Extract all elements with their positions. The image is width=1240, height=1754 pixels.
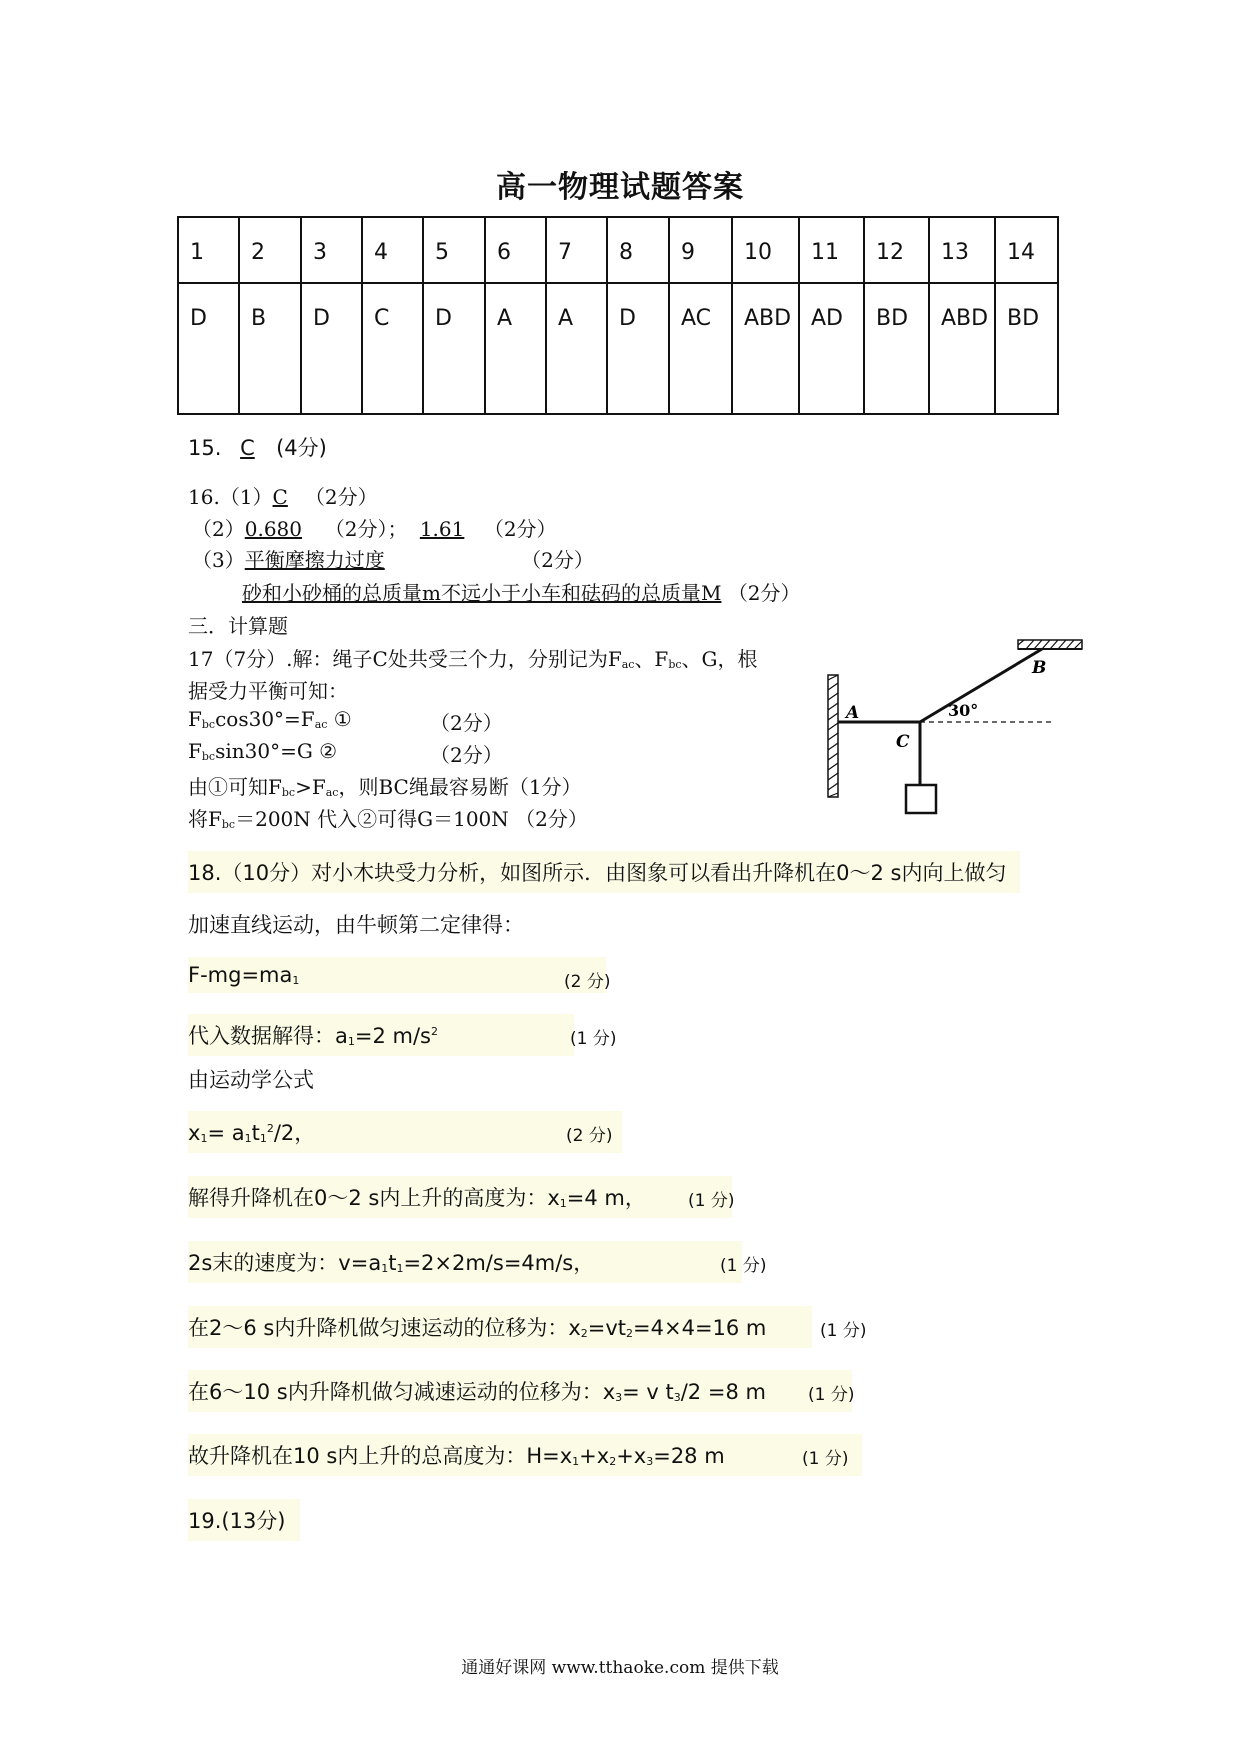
- q16-part2: [192, 513, 557, 542]
- q16-part1-answer: C: [272, 485, 288, 509]
- subscript: 1: [396, 1262, 404, 1275]
- q18-text: =vt: [587, 1316, 627, 1340]
- q17-equation-2: [188, 739, 337, 763]
- answer-cell: AD: [799, 283, 864, 414]
- q18-text: = a: [207, 1121, 245, 1145]
- q17-text: ①: [327, 707, 352, 731]
- answer-table: [177, 216, 1059, 415]
- q16-part2-label: （2）: [192, 517, 245, 541]
- subscript: 3: [646, 1455, 654, 1468]
- q17-text: F: [188, 739, 202, 763]
- q18-text: 2s末的速度为：v=a: [188, 1251, 382, 1275]
- label-a: A: [846, 703, 860, 723]
- question-number-cell: 2: [239, 217, 301, 283]
- q16-part1: [188, 481, 378, 510]
- score: (1 分): [802, 1449, 849, 1469]
- hanging-weight: [906, 785, 936, 813]
- q18-text: =4 m，: [566, 1186, 646, 1210]
- label-c: C: [896, 732, 910, 752]
- q16-part2-answer2: 1.61: [419, 517, 465, 541]
- q16-part3-line2: [242, 577, 801, 606]
- subscript: 1: [559, 1197, 567, 1210]
- q18-text: 代入数据解得：a: [188, 1024, 348, 1048]
- q17-line6: [188, 803, 588, 832]
- q17-text: 由①可知F: [188, 775, 282, 799]
- question-number-cell: 7: [546, 217, 607, 283]
- answer-cell: BD: [995, 283, 1058, 414]
- q18-equation-8: [188, 1434, 862, 1476]
- q18-equation-4: [188, 1176, 735, 1218]
- subscript: ac: [325, 786, 339, 799]
- q18-text: F-mg=ma: [188, 963, 293, 987]
- q17-equation-2-score: （2分）: [430, 743, 503, 767]
- q15-line: [188, 432, 327, 462]
- label-b: B: [1032, 658, 1047, 678]
- q18-text: x: [188, 1121, 201, 1145]
- subscript: 1: [572, 1455, 580, 1468]
- subscript: 1: [292, 974, 300, 987]
- answer-cell: BD: [864, 283, 929, 414]
- q18-line2: 加速直线运动，由牛顿第二定律得：: [188, 913, 524, 937]
- subscript: 1: [200, 1132, 208, 1145]
- score: (1 分): [820, 1321, 867, 1341]
- score: (1 分): [720, 1256, 767, 1276]
- q17-text: 将F: [188, 807, 222, 831]
- q17-line1: [188, 643, 758, 672]
- left-wall: [828, 675, 838, 797]
- question-number-cell: 9: [669, 217, 732, 283]
- subscript: 2: [580, 1327, 588, 1340]
- q18-text: +x: [579, 1444, 610, 1468]
- q17-text: 、G，根: [681, 647, 758, 671]
- question-number-cell: 1: [178, 217, 239, 283]
- answer-cell: ABD: [929, 283, 995, 414]
- question-number-cell: 4: [362, 217, 423, 283]
- superscript: 2: [430, 1025, 438, 1038]
- subscript: 1: [381, 1262, 389, 1275]
- answer-table-answer-row: [178, 283, 1058, 414]
- answer-cell: D: [607, 283, 669, 414]
- q18-text: /2，: [273, 1121, 316, 1145]
- question-number-cell: 3: [301, 217, 362, 283]
- q16-part2-answer1: 0.680: [244, 517, 302, 541]
- subscript: 3: [615, 1391, 623, 1404]
- q15-number: 15.: [188, 436, 222, 460]
- score: (2 分): [566, 1126, 613, 1146]
- score: (1 分): [688, 1191, 735, 1211]
- subscript: 1: [259, 1132, 267, 1145]
- q18-line1: 18.（10分）对小木块受力分析，如图所示．由图象可以看出升降机在0～2 s内向上做匀: [188, 851, 1020, 893]
- q18-text: /2 =8 m: [680, 1380, 766, 1404]
- q18-equation-7: [188, 1370, 855, 1412]
- q17-text: F: [188, 707, 202, 731]
- q18-equation-1: [188, 957, 611, 993]
- q16-part3-label: （3）: [192, 548, 245, 572]
- q18-equation-5: [188, 1241, 767, 1283]
- q16-part2-score2: （2分）: [483, 517, 557, 541]
- subscript: 2: [626, 1327, 634, 1340]
- ceiling: [1018, 640, 1082, 649]
- force-diagram: [820, 625, 1090, 825]
- q16-part1-label: （1）: [219, 485, 273, 509]
- subscript: 3: [673, 1391, 681, 1404]
- section-heading: 三．计算题: [188, 614, 288, 638]
- q18-text: 故升降机在10 s内上升的总高度为：H=x: [188, 1444, 573, 1468]
- subscript: ac: [621, 658, 635, 671]
- page-title: 高一物理试题答案: [496, 170, 744, 205]
- page-footer: 通通好课网 www.tthaoke.com 提供下载: [461, 1658, 779, 1678]
- q18-text: 在6～10 s内升降机做匀减速运动的位移为：x: [188, 1380, 616, 1404]
- subscript: bc: [281, 786, 296, 799]
- answer-cell: C: [362, 283, 423, 414]
- superscript: 2: [266, 1122, 274, 1135]
- score: (1 分): [808, 1385, 855, 1405]
- q17-line5: [188, 771, 582, 800]
- q16-part2-score1: （2分）；: [324, 517, 408, 541]
- q16-number: 16.: [188, 485, 220, 509]
- q17-equation-1: [188, 707, 352, 731]
- subscript: bc: [201, 750, 216, 763]
- subscript: bc: [221, 818, 236, 831]
- q17-text: >F: [295, 775, 326, 799]
- q18-text: =2×2m/s=4m/s，: [403, 1251, 595, 1275]
- subscript: 2: [609, 1455, 617, 1468]
- q18-text: =2 m/s: [354, 1024, 431, 1048]
- q18-line5: 由运动学公式: [188, 1068, 314, 1092]
- q18-equation-6: [188, 1306, 867, 1348]
- score: (2 分): [564, 972, 611, 992]
- q18-equation-3: [188, 1111, 622, 1153]
- q17-text: sin30°=G ②: [215, 739, 338, 763]
- q16-part3-answer1: 平衡摩擦力过度: [244, 548, 385, 572]
- answer-cell: D: [301, 283, 362, 414]
- q18-text: t: [251, 1121, 260, 1145]
- question-number-cell: 11: [799, 217, 864, 283]
- answer-cell: ABD: [732, 283, 799, 414]
- q18-equation-2: [188, 1014, 617, 1056]
- answer-cell: D: [423, 283, 485, 414]
- q18-text: t: [388, 1251, 397, 1275]
- answer-cell: A: [485, 283, 546, 414]
- q18-text: 在2～6 s内升降机做匀速运动的位移为：x: [188, 1316, 581, 1340]
- q17-text: 17（7分）.解：绳子C处共受三个力，分别记为F: [188, 647, 622, 671]
- rope-bc: [920, 649, 1042, 722]
- question-number-cell: 8: [607, 217, 669, 283]
- q16-part1-score: （2分）: [304, 485, 378, 509]
- q17-line2: 据受力平衡可知：: [188, 679, 348, 703]
- q16-part3-score2: （2分）: [727, 581, 801, 605]
- question-number-cell: 6: [485, 217, 546, 283]
- q16-part3-answer2: 砂和小砂桶的总质量m不远小于小车和砝码的总质量M: [242, 581, 722, 605]
- q18-text: = v t: [622, 1380, 674, 1404]
- answer-cell: D: [178, 283, 239, 414]
- score: (1 分): [570, 1029, 617, 1049]
- q18-text: +x: [616, 1444, 647, 1468]
- question-number-cell: 14: [995, 217, 1058, 283]
- question-number-cell: 10: [732, 217, 799, 283]
- subscript: bc: [668, 658, 682, 671]
- answer-cell: AC: [669, 283, 732, 414]
- subscript: ac: [314, 718, 328, 731]
- q17-text: ＝200N 代入②可得G＝100N （2分）: [235, 807, 588, 831]
- q18-text: =4×4=16 m: [633, 1316, 767, 1340]
- answer-cell: A: [546, 283, 607, 414]
- angle-label: 30°: [948, 701, 979, 720]
- q15-score: (4分): [276, 436, 327, 460]
- subscript: 1: [347, 1035, 355, 1048]
- q16-part3-score1: （2分）: [521, 548, 594, 572]
- answer-cell: B: [239, 283, 301, 414]
- answer-table-header-row: [178, 217, 1058, 283]
- q18-text: 解得升降机在0～2 s内上升的高度为：x: [188, 1186, 560, 1210]
- question-number-cell: 5: [423, 217, 485, 283]
- q16-part3: [192, 544, 594, 573]
- q17-text: ，则BC绳最容易断（1分）: [338, 775, 582, 799]
- q17-text: cos30°=F: [215, 707, 315, 731]
- question-number-cell: 12: [864, 217, 929, 283]
- q19-heading: 19.(13分): [188, 1499, 300, 1541]
- q17-equation-1-score: （2分）: [430, 711, 503, 735]
- q17-text: 、F: [634, 647, 669, 671]
- q18-text: =28 m: [653, 1444, 725, 1468]
- q15-answer: C: [240, 436, 255, 460]
- subscript: bc: [201, 718, 216, 731]
- question-number-cell: 13: [929, 217, 995, 283]
- subscript: 1: [244, 1132, 252, 1145]
